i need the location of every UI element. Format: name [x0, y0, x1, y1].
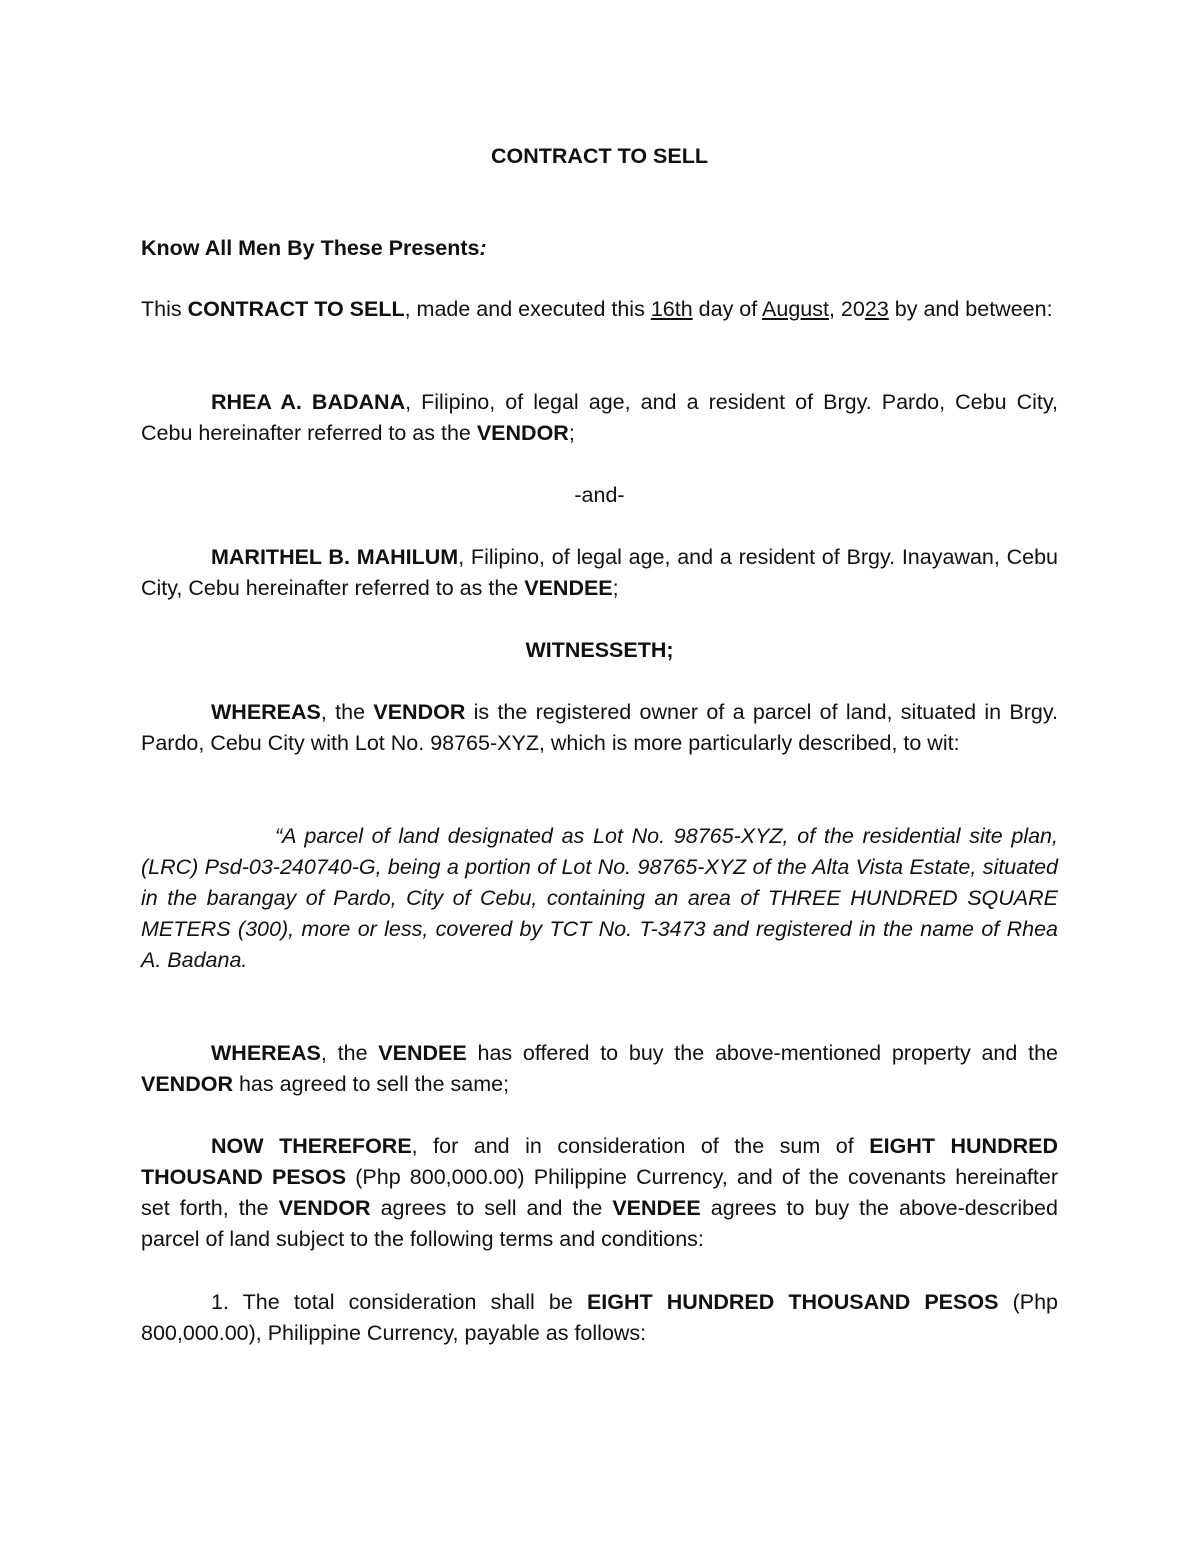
salutation: Know All Men By These Presents:	[141, 236, 487, 260]
now-therefore-paragraph: NOW THEREFORE, for and in consideration of the sum of EIGHT HUNDRED THOUSAND PESOS (Php 800,000.00) Philippine Currency, and of the covenants hereinafter set forth, the VENDOR agrees to sell and the VENDEE agrees to buy the above-described parcel of land subject to the following terms and conditions:	[141, 1134, 1058, 1251]
vendor-party-paragraph: RHEA A. BADANA, Filipino, of legal age, and a resident of Brgy. Pardo, Cebu City, Cebu hereinafter referred to as the VENDOR;	[141, 390, 1059, 445]
contract-month: August	[762, 297, 829, 321]
document-title: CONTRACT TO SELL	[491, 144, 708, 168]
vendee-party-paragraph: MARITHEL B. MAHILUM, Filipino, of legal age, and a resident of Brgy. Inayawan, Cebu City, Cebu hereinafter referred to as the VENDEE;	[141, 545, 1058, 600]
witnesseth-heading: WITNESSETH;	[525, 638, 674, 662]
contract-year: 23	[864, 297, 889, 321]
intro-paragraph: This CONTRACT TO SELL, made and executed this 16th day of August, 2023 by and between:	[141, 297, 1053, 321]
whereas-paragraph-2: WHEREAS, the VENDEE has offered to buy the above-mentioned property and the VENDOR has agreed to sell the same;	[141, 1041, 1058, 1096]
contract-day: 16th	[650, 297, 693, 321]
and-separator: -and-	[574, 483, 625, 507]
term-1-paragraph: 1. The total consideration shall be EIGHT HUNDRED THOUSAND PESOS (Php 800,000.00), Philippine Currency, payable as follows:	[141, 1290, 1058, 1345]
property-description: “A parcel of land designated as Lot No. 98765-XYZ, of the residential site plan, (LRC) Psd-03-240740-G, being a portion of Lot No. 98765-XYZ of the Alta Vista Estate, situated in the barangay of Pardo, City of Cebu, containing an area of THREE HUNDRED SQUARE METERS (300), more or less, covered by TCT No. T-3473 and registered in the name of Rhea A. Badana.	[141, 824, 1058, 972]
term-number: 1.	[211, 1290, 229, 1314]
whereas-paragraph-1: WHEREAS, the VENDOR is the registered owner of a parcel of land, situated in Brgy. Pardo, Cebu City with Lot No. 98765-XYZ, which is more particularly described, to wit:	[141, 700, 1058, 755]
